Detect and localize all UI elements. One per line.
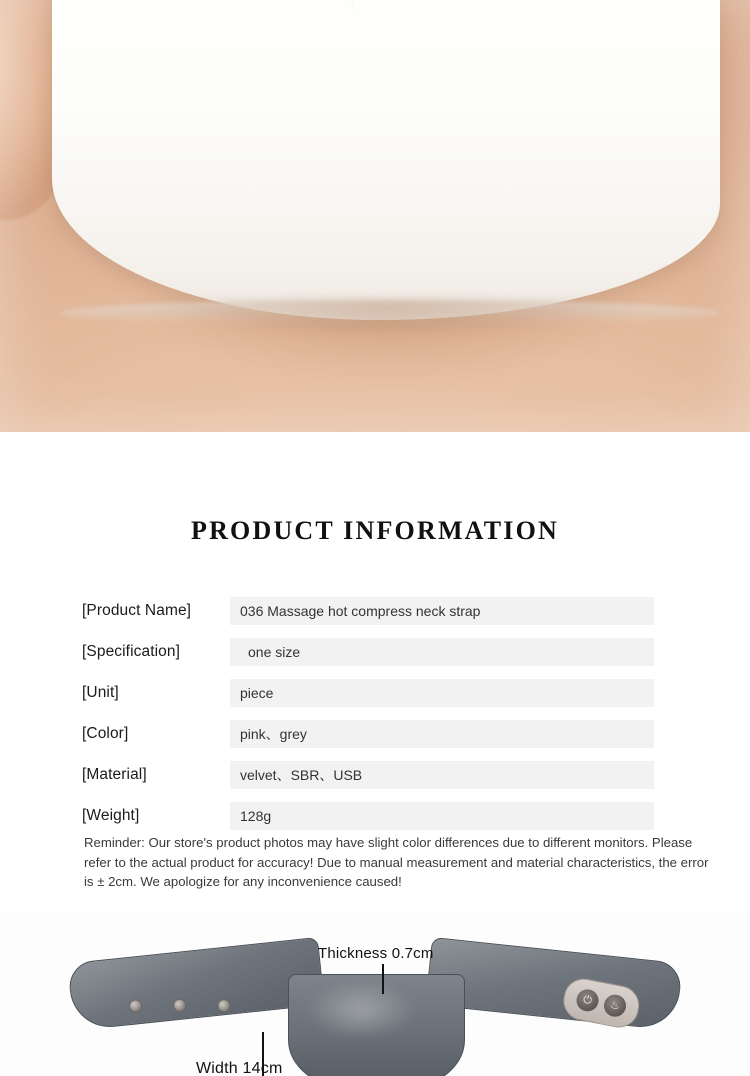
strap-control-pod [560, 975, 643, 1031]
top-product-photo [0, 0, 750, 432]
table-row [82, 761, 654, 789]
power-button-icon: ⏻ [575, 987, 601, 1013]
strap-highlight [306, 980, 416, 1040]
table-row [82, 720, 654, 748]
spec-value-weight: 128g [230, 802, 654, 830]
spec-label-specification: [Specification] [82, 643, 180, 660]
page-title: PRODUCT INFORMATION [190, 516, 559, 545]
product-info-table [82, 597, 654, 843]
spec-label-material: [Material] [82, 766, 147, 783]
strap-stud-icon [217, 999, 231, 1013]
photo-torso-shadow [90, 300, 690, 432]
spec-value-material: velvet、SBR、USB [230, 761, 654, 789]
spec-value-color: pink、grey [230, 720, 654, 748]
strap-left-wing [67, 937, 325, 1031]
callout-width: Width 14cm [196, 1060, 283, 1076]
heat-button-icon: ♨ [602, 993, 628, 1019]
strap-stud-icon [172, 998, 186, 1012]
spec-value-unit: piece [230, 679, 654, 707]
thickness-leader-line [382, 964, 384, 994]
callout-thickness: Thickness 0.7cm [318, 945, 434, 962]
table-row [82, 638, 654, 666]
spec-label-color: [Color] [82, 725, 129, 742]
strap-stud-icon [128, 999, 142, 1013]
photo-white-garment [52, 0, 720, 320]
spec-label-weight: [Weight] [82, 807, 140, 824]
bottom-product-photo [0, 912, 750, 1076]
spec-value-specification: one size [230, 638, 654, 666]
table-row [82, 679, 654, 707]
table-row [82, 802, 654, 830]
table-row [82, 597, 654, 625]
photo-garment-fold [352, 0, 354, 10]
spec-value-product-name: 036 Massage hot compress neck strap [230, 597, 654, 625]
reminder-text: Reminder: Our store's product photos may have slight color differences due to different monitors. Please refer to the actual product for accuracy! Due to manual measurement and material characteristics, the error is ± 2cm. We apologize for any inconvenience caused! [84, 835, 709, 889]
spec-label-product-name: [Product Name] [82, 602, 192, 619]
spec-label-unit: [Unit] [82, 684, 119, 701]
